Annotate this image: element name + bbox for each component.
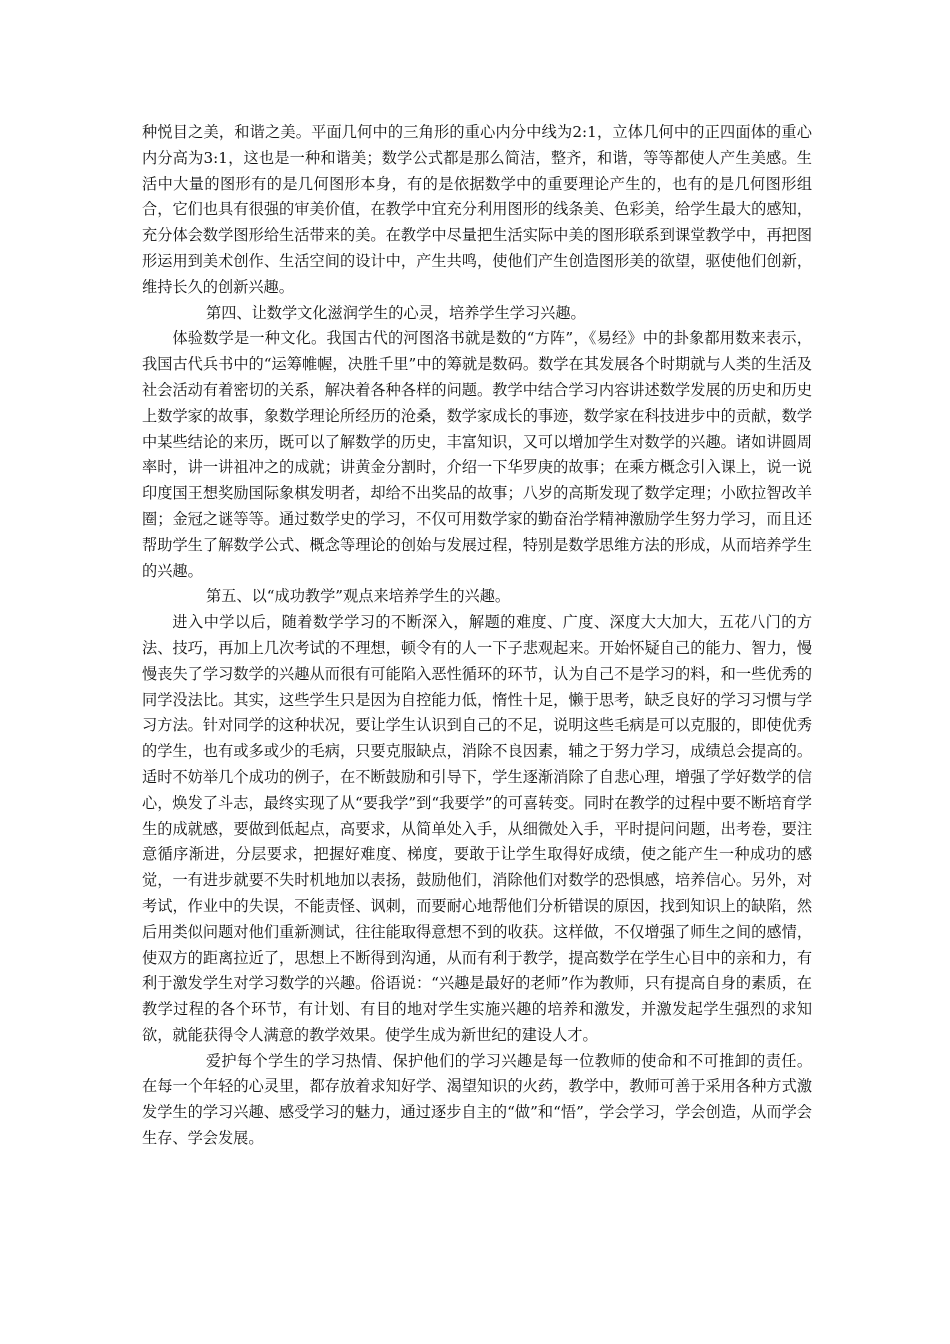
- section-heading-four: 第四、让数学文化滋润学生的心灵，培养学生学习兴趣。: [206, 303, 586, 322]
- paragraph-success-teaching: 进入中学以后，随着数学学习的不断深入，解题的难度、广度、深度大大加大，五花八门的方法、技巧，再加上几次考试的不理想，顿令有的人一下子悲观起来。开始怀疑自己的能力、智力，慢慢丧失了学习数学的兴趣从而很有可能陷入恶性循环的环节，认为自己不是学习的料，和一些优秀的同学没法比。其实，这些学生只是因为自控能力低，惰性十足，懒于思考，缺乏良好的学习习惯与学习方法。针对同学的这种状况，要让学生认识到自己的不足，说明这些毛病是可以克服的，即使优秀的学生，也有或多或少的毛病，只要克服缺点，消除不良因素，辅之于努力学习，成绩总会提高的。适时不妨举几个成功的例子，在不断鼓励和引导下，学生逐渐消除了自悲心理，增强了学好数学的信心，焕发了斗志，最终实现了从“要我学”到“我要学”的可喜转变。同时在教学的过程中要不断培育学生的成就感，要做到低起点，高要求，从简单处入手，从细微处入手，平时提问问题，出考卷，要注意循序渐进，分层要求，把握好难度、梯度，要敢于让学生取得好成绩，使之能产生一种成功的感觉，一有进步就要不失时机地加以表扬，鼓励他们，消除他们对数学的恐惧感，培养信心。另外，对考试，作业中的失误，不能责怪、讽刺，而要耐心地帮他们分析错误的原因，找到知识上的缺陷，然后用类似问题对他们重新测试，往往能取得意想不到的收获。这样做，不仅增强了师生之间的感情，使双方的距离拉近了，思想上不断得到沟通，从而有利于教学，提高数学在学生心目中的亲和力，有利于激发学生对学习数学的兴趣。俗语说：“兴趣是最好的老师”作为教师，只有提高自身的素质，在教学过程的各个环节，有计划、有目的地对学生实施兴趣的培养和激发，并激发起学生强烈的求知欲，就能获得令人满意的教学效果。使学生成为新世纪的建设人才。: [142, 613, 812, 1044]
- paragraph-math-culture: 体验数学是一种文化。我国古代的河图洛书就是数的“方阵”，《易经》中的卦象都用数来表示，我国古代兵书中的“运筹帷幄，决胜千里”中的筹就是数码。数学在其发展各个时期就与人类的生活及社会活动有着密切的关系，解决着各种各样的问题。教学中结合学习内容讲述数学发展的历史和历史上数学家的故事，象数学理论所经历的沧桑，数学家成长的事迹，数学家在科技进步中的贡献，数学中某些结论的来历，既可以了解数学的历史，丰富知识，又可以增加学生对数学的兴趣。诸如讲圆周率时，讲一讲祖冲之的成就；讲黄金分割时，介绍一下华罗庚的故事；在乘方概念引入课上，说一说印度国王想奖励国际象棋发明者，却给不出奖品的故事；八岁的高斯发现了数学定理；小欧拉智改羊圈；金冠之谜等等。通过数学史的学习，不仅可用数学家的勤奋治学精神激励学生努力学习，而且还帮助学生了解数学公式、概念等理论的创始与发展过程，特别是数学思维方法的形成，从而培养学生的兴趣。: [142, 329, 812, 580]
- paragraph-conclusion: 爱护每个学生的学习热情、保护他们的学习兴趣是每一位教师的使命和不可推卸的责任。在每一个年轻的心灵里，都存放着求知好学、渴望知识的火药，教学中，教师可善于采用各种方式激发学生的学习兴趣、感受学习的魅力，通过逐步自主的“做”和“悟”，学会学习，学会创造，从而学会生存、学会发展。: [142, 1051, 812, 1148]
- paragraph-aesthetics-continuation: 种悦目之美，和谐之美。平面几何中的三角形的重心内分中线为2:1，立体几何中的正四面体的重心内分高为3:1，这也是一种和谐美；数学公式都是那么简洁，整齐，和谐，等等都使人产生美感。生活中大量的图形有的是几何图形本身，有的是依据数学中的重要理论产生的，也有的是几何图形组合，它们也具有很强的审美价值，在教学中宜充分利用图形的线条美、色彩美，给学生最大的感知，充分体会数学图形给生活带来的美。在教学中尽量把生活实际中美的图形联系到课堂教学中，再把图形运用到美术创作、生活空间的设计中，产生共鸣，使他们产生创造图形美的欲望，驱使他们创新，维持长久的创新兴趣。: [142, 123, 812, 296]
- section-heading-five: 第五、以“成功教学”观点来培养学生的兴趣。: [206, 587, 511, 606]
- document-page: [142, 120, 812, 1152]
